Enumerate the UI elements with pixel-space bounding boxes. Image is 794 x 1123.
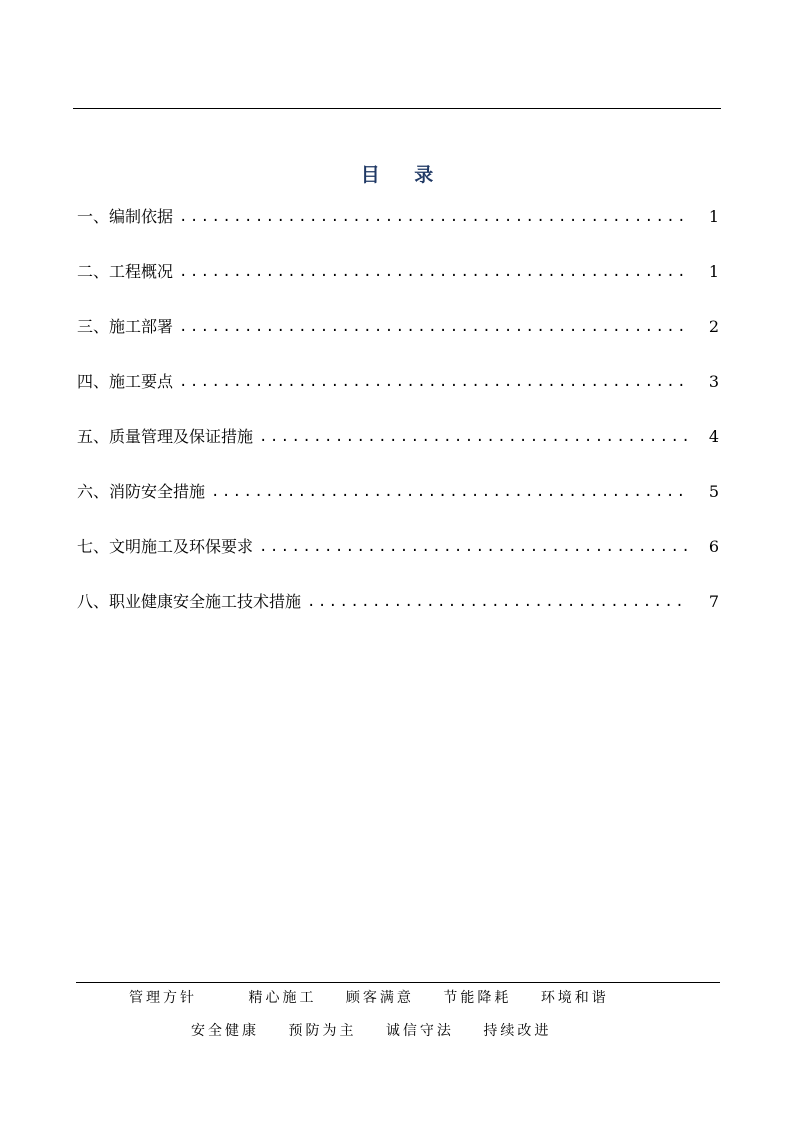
policy-item: 持续改进 <box>483 1023 552 1039</box>
toc-entry-page: 1 <box>708 262 719 281</box>
toc-entry-page: 4 <box>708 427 719 446</box>
toc-entry-label: 八、职业健康安全施工技术措施 <box>77 591 307 613</box>
toc-entry-label: 六、消防安全措施 <box>77 481 211 503</box>
toc-entry-label: 二、工程概况 <box>77 261 179 283</box>
toc-entry[interactable] <box>77 261 719 316</box>
management-policy-line-2 <box>191 1022 573 1040</box>
policy-item: 顾客满意 <box>345 990 414 1006</box>
toc-leader-dots <box>259 426 689 448</box>
toc-entry-label: 三、施工部署 <box>77 316 179 338</box>
policy-item: 节能降耗 <box>443 990 512 1006</box>
toc-leader-dots <box>259 536 689 558</box>
toc-entry[interactable] <box>77 591 719 646</box>
toc-entry-page: 7 <box>708 592 719 611</box>
toc-title: 目 录 <box>360 164 448 186</box>
policy-item: 环境和谐 <box>540 990 609 1006</box>
toc-leader-dots <box>179 206 689 228</box>
table-of-contents <box>77 206 719 646</box>
toc-leader-dots <box>307 591 689 613</box>
toc-entry-label: 一、编制依据 <box>77 206 179 228</box>
toc-entry[interactable] <box>77 206 719 261</box>
toc-entry-page: 1 <box>708 207 719 226</box>
toc-leader-dots <box>179 316 689 338</box>
policy-item: 预防为主 <box>288 1023 357 1039</box>
toc-entry-page: 5 <box>708 482 719 501</box>
toc-entry-label: 五、质量管理及保证措施 <box>77 426 259 448</box>
toc-entry[interactable] <box>77 536 719 591</box>
policy-heading: 管理方针 <box>129 990 197 1006</box>
toc-entry-label: 七、文明施工及环保要求 <box>77 536 259 558</box>
policy-item: 诚信守法 <box>385 1023 454 1039</box>
toc-entry[interactable] <box>77 316 719 371</box>
toc-entry-page: 2 <box>708 317 719 336</box>
policy-item: 精心施工 <box>248 990 317 1006</box>
toc-leader-dots <box>179 261 689 283</box>
toc-leader-dots <box>179 371 689 393</box>
policy-item: 安全健康 <box>191 1023 259 1039</box>
footer-rule <box>76 982 720 983</box>
toc-entry[interactable] <box>77 426 719 481</box>
toc-entry-label: 四、施工要点 <box>77 371 179 393</box>
header-rule <box>73 108 721 109</box>
toc-entry-page: 6 <box>708 537 719 556</box>
toc-leader-dots <box>211 481 689 503</box>
toc-entry[interactable] <box>77 371 719 426</box>
toc-entry[interactable] <box>77 481 719 536</box>
management-policy-line-1 <box>129 989 631 1007</box>
toc-entry-page: 3 <box>708 372 719 391</box>
